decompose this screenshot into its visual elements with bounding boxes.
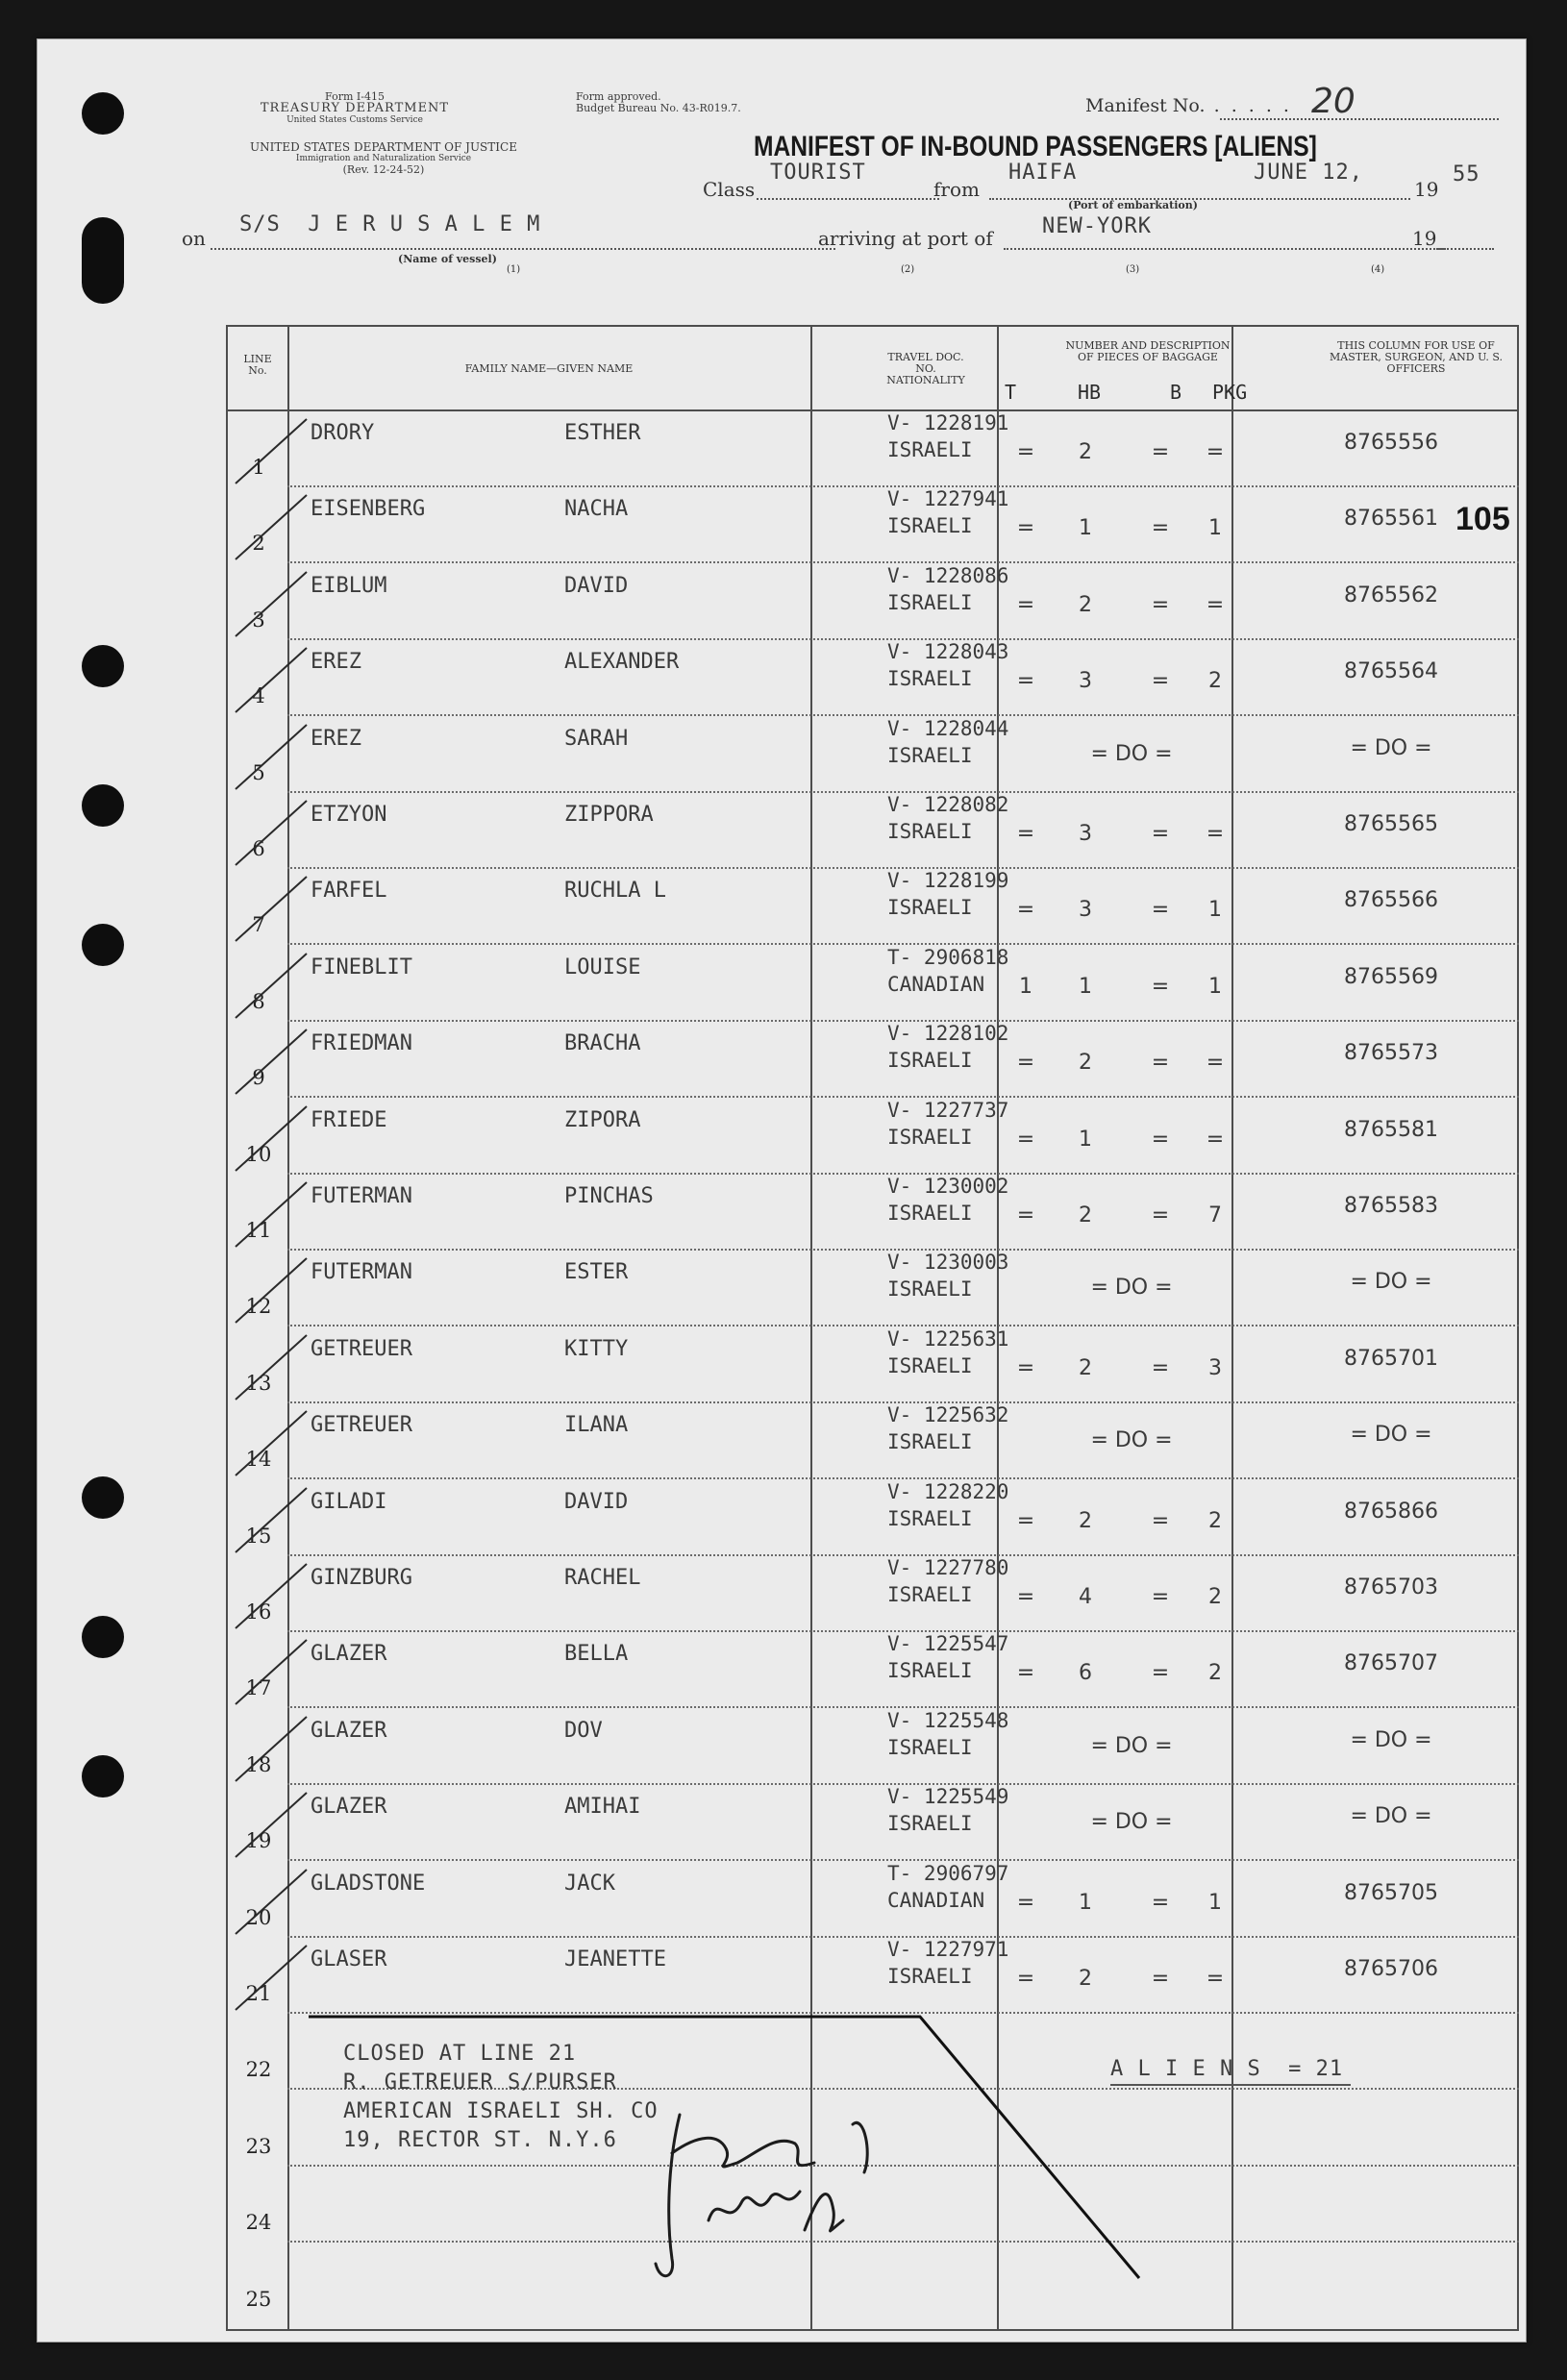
arrival-port: NEW-YORK	[1042, 214, 1152, 238]
given-name: RUCHLA L	[564, 879, 666, 904]
nationality: ISRAELI	[887, 1583, 973, 1606]
travel-doc-number: V- 1228191	[887, 411, 1009, 434]
baggage-t: =	[1016, 1203, 1035, 1227]
family-name: GLAZER	[311, 1718, 387, 1743]
baggage-t: =	[1016, 1890, 1035, 1915]
baggage-pkg: 2	[1208, 669, 1222, 694]
officer-number: = DO =	[1350, 735, 1432, 760]
baggage-hb: 2	[1079, 1967, 1092, 1991]
travel-doc-number: V- 1228220	[887, 1479, 1009, 1503]
baggage-b: =	[1151, 898, 1170, 923]
travel-doc-number: V- 1225631	[887, 1326, 1009, 1351]
baggage-pkg: 1	[1208, 1890, 1222, 1915]
family-name: GILADI	[311, 1489, 387, 1514]
given-name: BELLA	[564, 1642, 629, 1667]
officer-number: 8765556	[1344, 431, 1438, 455]
justice-department-block: UNITED STATES DEPARTMENT OF JUSTICE Immigration and Naturalization Service (Rev. 12-24-52)	[250, 140, 517, 176]
baggage-b: =	[1151, 1203, 1170, 1227]
officer-number: 8765573	[1344, 1041, 1438, 1066]
nationality: ISRAELI	[887, 1125, 973, 1149]
baggage-t: =	[1016, 669, 1035, 694]
given-name: ILANA	[564, 1413, 629, 1438]
baggage-ditto: = DO =	[1090, 1810, 1173, 1835]
baggage-pkg: 1	[1208, 974, 1222, 999]
baggage-t: =	[1016, 1967, 1035, 1991]
given-name: NACHA	[564, 497, 629, 522]
baggage-ditto: = DO =	[1090, 1276, 1173, 1301]
purser-line: R. GETREUER S/PURSER	[343, 2070, 617, 2095]
baggage-b: =	[1151, 1355, 1170, 1380]
baggage-pkg: =	[1206, 592, 1225, 617]
baggage-hb: 1	[1079, 1127, 1092, 1152]
officer-number: 8765706	[1344, 1957, 1438, 1981]
line-number: 15	[245, 1524, 272, 1548]
travel-doc-number: V- 1228044	[887, 716, 1009, 740]
nationality: ISRAELI	[887, 1202, 973, 1225]
baggage-hb: 2	[1079, 1051, 1092, 1076]
nationality: ISRAELI	[887, 743, 973, 767]
baggage-b: =	[1151, 1585, 1170, 1609]
baggage-pkg: 1	[1208, 898, 1222, 923]
baggage-pkg: =	[1206, 822, 1225, 846]
officer-number: 8765565	[1344, 812, 1438, 836]
travel-doc-number: V- 1227780	[887, 1556, 1009, 1579]
baggage-t: =	[1016, 440, 1035, 464]
line-number: 8	[252, 989, 265, 1013]
baggage-hb: 2	[1079, 592, 1092, 617]
baggage-hb: 2	[1079, 1355, 1092, 1380]
page-number: 105	[1455, 501, 1510, 537]
address-line: 19, RECTOR ST. N.Y.6	[343, 2128, 617, 2152]
travel-doc-number: V- 1228082	[887, 793, 1009, 816]
nationality: ISRAELI	[887, 438, 973, 461]
nationality: ISRAELI	[887, 667, 973, 691]
class-value: TOURIST	[770, 161, 866, 185]
travel-doc-number: V- 1228199	[887, 869, 1009, 893]
baggage-t: =	[1016, 822, 1035, 846]
given-name: DAVID	[564, 1489, 629, 1514]
baggage-t: 1	[1019, 974, 1032, 999]
family-name: GLASER	[311, 1947, 387, 1971]
inspector-signature	[612, 2095, 901, 2297]
baggage-pkg: =	[1206, 1127, 1225, 1152]
nationality: CANADIAN	[887, 1888, 985, 1912]
given-name: DOV	[564, 1718, 603, 1743]
baggage-hb: 3	[1079, 669, 1092, 694]
family-name: FARFEL	[311, 879, 387, 904]
travel-doc-number: V- 1225549	[887, 1785, 1009, 1809]
column-number: (1)	[507, 264, 521, 275]
baggage-t: =	[1016, 516, 1035, 541]
closing-line: CLOSED AT LINE 21	[343, 2042, 577, 2066]
baggage-hb: 4	[1079, 1585, 1092, 1609]
baggage-pkg: 1	[1208, 516, 1222, 541]
page-title: MANIFEST OF IN-BOUND PASSENGERS [ALIENS]	[754, 131, 1317, 162]
family-name: GLAZER	[311, 1795, 387, 1820]
given-name: JEANETTE	[564, 1947, 666, 1971]
given-name: ZIPORA	[564, 1107, 641, 1132]
travel-doc-number: T- 2906818	[887, 945, 1009, 969]
column-header-officers: THIS COLUMN FOR USE OF MASTER, SURGEON, AND U. S. OFFICERS	[1330, 339, 1504, 375]
baggage-subhead-hb: HB	[1078, 381, 1102, 404]
given-name: AMIHAI	[564, 1795, 641, 1820]
officer-number: = DO =	[1350, 1423, 1432, 1448]
nationality: CANADIAN	[887, 972, 985, 996]
nationality: ISRAELI	[887, 1659, 973, 1683]
baggage-b: =	[1151, 592, 1170, 617]
baggage-subhead-t: T	[1005, 381, 1017, 404]
officer-number: 8765705	[1344, 1880, 1438, 1905]
nationality: ISRAELI	[887, 590, 973, 614]
aliens-total: A L I E N S = 21	[1110, 2057, 1344, 2081]
given-name: ESTER	[564, 1260, 629, 1285]
family-name: FINEBLIT	[311, 954, 412, 979]
travel-doc-number: V- 1227941	[887, 487, 1009, 511]
line-number: 23	[245, 2134, 272, 2158]
baggage-pkg: =	[1206, 440, 1225, 464]
line-number: 7	[252, 913, 265, 937]
line-number: 25	[245, 2287, 272, 2311]
baggage-b: =	[1151, 1967, 1170, 1991]
baggage-pkg: 2	[1208, 1508, 1222, 1533]
nationality: ISRAELI	[887, 514, 973, 538]
family-name: FUTERMAN	[311, 1260, 412, 1285]
officer-number: 8765562	[1344, 583, 1438, 607]
baggage-hb: 6	[1079, 1661, 1092, 1686]
from-value: HAIFA	[1008, 161, 1078, 185]
column-header-line: LINE No.	[243, 353, 272, 377]
officer-number: 8765703	[1344, 1575, 1438, 1599]
line-number: 17	[245, 1676, 272, 1700]
baggage-b: =	[1151, 1508, 1170, 1533]
from-label: from	[933, 178, 980, 201]
given-name: SARAH	[564, 726, 629, 751]
column-number: (2)	[901, 264, 915, 275]
nationality: ISRAELI	[887, 1812, 973, 1836]
manifest-number: 20	[1311, 82, 1356, 121]
family-name: ETZYON	[311, 803, 387, 827]
form-approval: Form approved. Budget Bureau No. 43-R019.7.	[576, 90, 741, 114]
travel-doc-number: V- 1228102	[887, 1022, 1009, 1046]
baggage-b: =	[1151, 1890, 1170, 1915]
line-number: 6	[252, 837, 265, 860]
arrival-year-prefix: 19	[1412, 227, 1437, 250]
given-name: LOUISE	[564, 954, 641, 979]
column-header-travel-doc: TRAVEL DOC. NO. NATIONALITY	[886, 351, 965, 386]
baggage-hb: 2	[1079, 1203, 1092, 1227]
baggage-hb: 1	[1079, 1890, 1092, 1915]
officer-number: 8765566	[1344, 888, 1438, 913]
port-embarkation-caption: (Port of embarkation)	[1068, 199, 1198, 211]
travel-doc-number: V- 1230003	[887, 1251, 1009, 1275]
officer-number: 8765707	[1344, 1651, 1438, 1676]
officer-number: 8765583	[1344, 1194, 1438, 1218]
line-number: 13	[245, 1371, 272, 1395]
closing-strike-line	[228, 327, 1519, 2331]
baggage-pkg: 3	[1208, 1355, 1222, 1380]
line-number: 20	[245, 1905, 272, 1929]
baggage-hb: 1	[1079, 974, 1092, 999]
column-header-baggage: NUMBER AND DESCRIPTION OF PIECES OF BAGGAGE	[1065, 339, 1231, 363]
family-name: EIBLUM	[311, 573, 387, 598]
punch-hole	[82, 645, 124, 687]
travel-doc-number: V- 1227737	[887, 1098, 1009, 1122]
baggage-b: =	[1151, 516, 1170, 541]
year-value: 55	[1453, 162, 1480, 186]
line-number: 14	[245, 1448, 272, 1472]
nationality: ISRAELI	[887, 896, 973, 920]
travel-doc-number: T- 2906797	[887, 1861, 1009, 1885]
travel-doc-number: V- 1225548	[887, 1708, 1009, 1732]
family-name: GETREUER	[311, 1413, 412, 1438]
line-number: 2	[252, 532, 265, 556]
officer-number: 8765569	[1344, 964, 1438, 989]
family-name: FRIEDE	[311, 1107, 387, 1132]
given-name: DAVID	[564, 573, 629, 598]
baggage-pkg: 2	[1208, 1661, 1222, 1686]
given-name: JACK	[564, 1871, 615, 1896]
column-number: (3)	[1126, 264, 1140, 275]
baggage-t: =	[1016, 1355, 1035, 1380]
baggage-hb: 3	[1079, 822, 1092, 846]
baggage-t: =	[1016, 1661, 1035, 1686]
manifest-number-label: Manifest No. . . . . .	[1085, 95, 1292, 116]
punch-hole	[82, 1476, 124, 1519]
baggage-b: =	[1151, 1661, 1170, 1686]
baggage-b: =	[1151, 1051, 1170, 1076]
family-name: GETREUER	[311, 1336, 412, 1361]
form-id-block: Form I-415 TREASURY DEPARTMENT United States Customs Service	[260, 90, 450, 125]
vessel-name: S/S J E R U S A L E M	[239, 212, 541, 236]
given-name: ALEXANDER	[564, 650, 680, 675]
class-label: Class	[703, 178, 756, 201]
punch-hole	[82, 217, 124, 304]
baggage-b: =	[1151, 669, 1170, 694]
arrival-date: JUNE 12,	[1254, 161, 1363, 185]
officer-number: 8765581	[1344, 1117, 1438, 1142]
baggage-b: =	[1151, 974, 1170, 999]
baggage-b: =	[1151, 440, 1170, 464]
line-number: 12	[245, 1295, 272, 1319]
line-number: 11	[245, 1219, 272, 1242]
family-name: EREZ	[311, 650, 361, 675]
nationality: ISRAELI	[887, 820, 973, 843]
nationality: ISRAELI	[887, 1430, 973, 1454]
officer-number: = DO =	[1350, 1804, 1432, 1829]
family-name: FRIEDMAN	[311, 1031, 412, 1056]
punch-hole	[82, 1755, 124, 1797]
punch-hole	[82, 1616, 124, 1658]
baggage-b: =	[1151, 822, 1170, 846]
given-name: KITTY	[564, 1336, 629, 1361]
family-name: EREZ	[311, 726, 361, 751]
officer-number: = DO =	[1350, 1270, 1432, 1295]
manifest-sheet	[37, 38, 1527, 2343]
given-name: BRACHA	[564, 1031, 641, 1056]
baggage-subhead-b: B	[1170, 381, 1182, 404]
given-name: PINCHAS	[564, 1184, 654, 1208]
passenger-table	[226, 325, 1519, 2331]
nationality: ISRAELI	[887, 1049, 973, 1073]
baggage-ditto: = DO =	[1090, 1428, 1173, 1453]
year-prefix: 19	[1414, 178, 1439, 201]
travel-doc-number: V- 1228086	[887, 563, 1009, 587]
baggage-hb: 3	[1079, 898, 1092, 923]
nationality: ISRAELI	[887, 1506, 973, 1530]
given-name: RACHEL	[564, 1566, 641, 1590]
baggage-t: =	[1016, 898, 1035, 923]
closing-note	[343, 2040, 659, 2155]
column-number: (4)	[1371, 264, 1385, 275]
baggage-t: =	[1016, 592, 1035, 617]
officer-number: 8765561	[1344, 507, 1438, 532]
family-name: DRORY	[311, 421, 375, 445]
family-name: FUTERMAN	[311, 1184, 412, 1208]
officer-number: 8765564	[1344, 659, 1438, 684]
officer-number: = DO =	[1350, 1727, 1432, 1752]
baggage-t: =	[1016, 1585, 1035, 1609]
line-number: 10	[245, 1142, 272, 1166]
line-number: 3	[252, 607, 265, 632]
punch-hole	[82, 784, 124, 827]
baggage-t: =	[1016, 1051, 1035, 1076]
family-name: EISENBERG	[311, 497, 426, 522]
punch-hole	[82, 92, 124, 135]
line-number: 18	[245, 1752, 272, 1776]
baggage-t: =	[1016, 1127, 1035, 1152]
baggage-t: =	[1016, 1508, 1035, 1533]
line-number: 24	[245, 2211, 272, 2235]
family-name: GLADSTONE	[311, 1871, 426, 1896]
officer-number: 8765701	[1344, 1346, 1438, 1371]
line-number: 9	[252, 1066, 265, 1090]
baggage-pkg: =	[1206, 1967, 1225, 1991]
family-name: GINZBURG	[311, 1566, 412, 1590]
line-number: 19	[245, 1829, 272, 1853]
baggage-subhead-pkg: PKG	[1212, 381, 1248, 404]
column-header-name: FAMILY NAME—GIVEN NAME	[464, 362, 634, 375]
baggage-ditto: = DO =	[1090, 741, 1173, 766]
given-name: ESTHER	[564, 421, 641, 445]
nationality: ISRAELI	[887, 1735, 973, 1759]
arriving-label: arriving at port of	[818, 227, 993, 250]
vessel-caption: (Name of vessel)	[398, 253, 497, 265]
baggage-b: =	[1151, 1127, 1170, 1152]
given-name: ZIPPORA	[564, 803, 654, 827]
baggage-hb: 1	[1079, 516, 1092, 541]
line-number: 4	[252, 684, 265, 708]
baggage-hb: 2	[1079, 440, 1092, 464]
travel-doc-number: V- 1227971	[887, 1938, 1009, 1961]
travel-doc-number: V- 1225547	[887, 1632, 1009, 1656]
line-number: 22	[245, 2058, 272, 2082]
baggage-ditto: = DO =	[1090, 1733, 1173, 1758]
travel-doc-number: V- 1228043	[887, 640, 1009, 664]
line-number: 16	[245, 1600, 272, 1624]
baggage-pkg: =	[1206, 1051, 1225, 1076]
nationality: ISRAELI	[887, 1353, 973, 1377]
on-label: on	[182, 227, 206, 250]
nationality: ISRAELI	[887, 1965, 973, 1988]
punch-hole	[82, 924, 124, 966]
company-line: AMERICAN ISRAELI SH. CO	[343, 2099, 659, 2123]
baggage-pkg: 2	[1208, 1585, 1222, 1609]
line-number: 21	[245, 1982, 272, 2005]
officer-number: 8765866	[1344, 1499, 1438, 1524]
line-number: 5	[252, 760, 265, 784]
baggage-hb: 2	[1079, 1508, 1092, 1533]
baggage-pkg: 7	[1208, 1203, 1222, 1227]
family-name: GLAZER	[311, 1642, 387, 1667]
nationality: ISRAELI	[887, 1277, 973, 1302]
travel-doc-number: V- 1230002	[887, 1175, 1009, 1198]
line-number: 1	[252, 456, 265, 479]
travel-doc-number: V- 1225632	[887, 1403, 1009, 1427]
